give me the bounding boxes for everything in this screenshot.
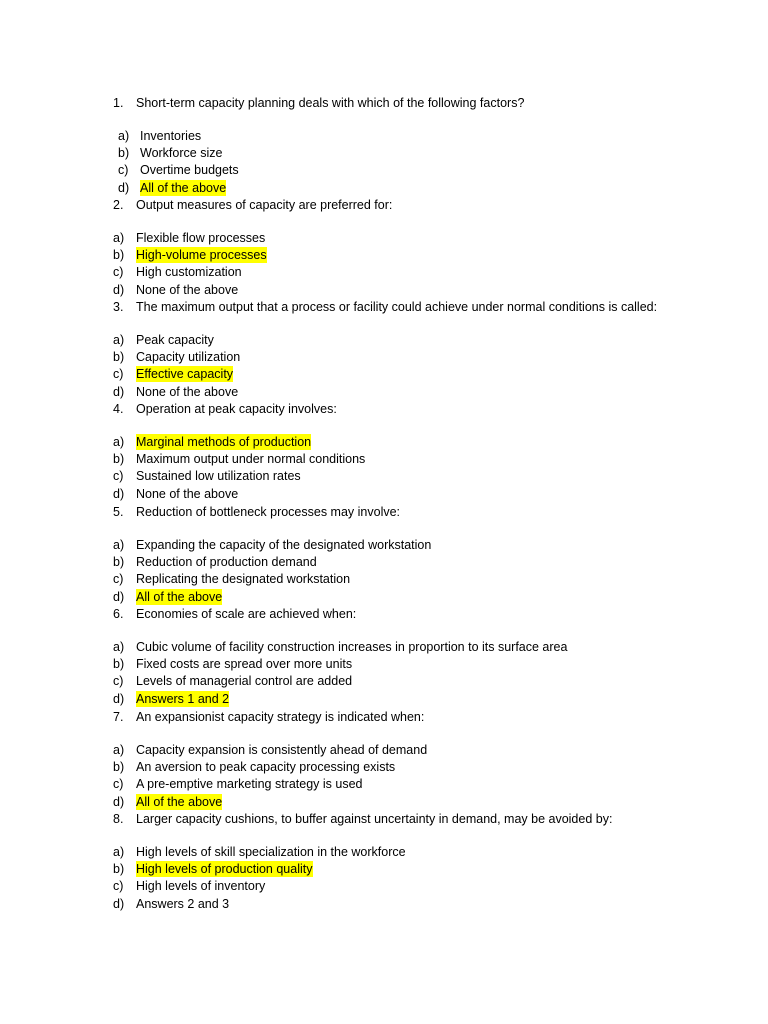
question-6-label: 6. xyxy=(113,607,124,621)
question-7-text: An expansionist capacity strategy is indicated when: xyxy=(136,710,425,724)
question-4-option-c-label: c) xyxy=(113,469,124,484)
question-4-option-b-text: Maximum output under normal conditions xyxy=(136,452,366,467)
question-5-option-a-label: a) xyxy=(113,538,125,552)
question-2-label: 2. xyxy=(113,198,124,212)
question-5-option-c-label: c) xyxy=(113,572,124,587)
question-6-option-a-label: a) xyxy=(113,640,125,654)
question-5-option-d-text: All of the above xyxy=(136,589,223,604)
question-5-option-d-label: d) xyxy=(113,589,125,604)
question-2-text: Output measures of capacity are preferred for: xyxy=(136,198,393,212)
question-2-option-b-label: b) xyxy=(113,248,125,263)
question-8-option-d-label: d) xyxy=(113,896,125,911)
question-4-option-b-label: b) xyxy=(113,452,125,467)
question-2-option-a-label: a) xyxy=(113,231,125,245)
question-7-option-b-text: An aversion to peak capacity processing exists xyxy=(136,760,396,775)
question-6-option-c-text: Levels of managerial control are added xyxy=(136,674,353,689)
question-3-option-b-text: Capacity utilization xyxy=(136,350,241,365)
question-8-text: Larger capacity cushions, to buffer against uncertainty in demand, may be avoided by: xyxy=(136,812,613,826)
question-6-option-d-text: Answers 1 and 2 xyxy=(136,691,230,706)
question-8-option-a-text: High levels of skill specialization in the workforce xyxy=(136,845,406,859)
question-8-option-c-label: c) xyxy=(113,879,124,894)
question-7-option-d-label: d) xyxy=(113,794,125,809)
question-6-option-a-text: Cubic volume of facility construction increases in proportion to its surface area xyxy=(136,640,568,654)
question-3-label: 3. xyxy=(113,300,124,314)
question-3-option-d-label: d) xyxy=(113,384,125,399)
question-1-label: 1. xyxy=(113,96,124,110)
question-3-text: The maximum output that a process or facility could achieve under normal conditions is called: xyxy=(136,300,658,314)
question-1-option-a-text: Inventories xyxy=(140,129,202,143)
question-5-option-b-text: Reduction of production demand xyxy=(136,555,317,570)
question-1-option-a-label: a) xyxy=(118,129,130,143)
question-2-option-d-label: d) xyxy=(113,282,125,297)
question-2-option-c-text: High customization xyxy=(136,265,242,280)
question-5-option-c-text: Replicating the designated workstation xyxy=(136,572,351,587)
question-4-option-a-label: a) xyxy=(113,435,125,449)
question-2-option-a-text: Flexible flow processes xyxy=(136,231,266,245)
question-4-label: 4. xyxy=(113,402,124,416)
question-6-text: Economies of scale are achieved when: xyxy=(136,607,357,621)
question-5-option-a-text: Expanding the capacity of the designated workstation xyxy=(136,538,432,552)
question-1-option-d-label: d) xyxy=(118,180,130,195)
question-2-option-d-text: None of the above xyxy=(136,282,239,297)
question-5-label: 5. xyxy=(113,505,124,519)
question-8-option-b-label: b) xyxy=(113,862,125,877)
question-6-option-c-label: c) xyxy=(113,674,124,689)
question-2-option-c-label: c) xyxy=(113,265,124,280)
question-4-option-a-text: Marginal methods of production xyxy=(136,435,312,449)
question-4-text: Operation at peak capacity involves: xyxy=(136,402,337,416)
question-3-option-a-text: Peak capacity xyxy=(136,333,214,347)
question-5-option-b-label: b) xyxy=(113,555,125,570)
question-4-option-c-text: Sustained low utilization rates xyxy=(136,469,301,484)
question-8-option-d-text: Answers 2 and 3 xyxy=(136,896,230,911)
question-8-option-a-label: a) xyxy=(113,845,125,859)
question-7-option-c-label: c) xyxy=(113,777,124,792)
question-7-option-a-label: a) xyxy=(113,743,125,757)
question-7-option-a-text: Capacity expansion is consistently ahead of demand xyxy=(136,743,428,757)
question-7-option-d-text: All of the above xyxy=(136,794,223,809)
question-3-option-d-text: None of the above xyxy=(136,384,239,399)
question-3-option-c-label: c) xyxy=(113,367,124,382)
question-7-option-c-text: A pre-emptive marketing strategy is used xyxy=(136,777,363,792)
question-8-option-b-text: High levels of production quality xyxy=(136,862,313,877)
question-6-option-b-label: b) xyxy=(113,657,125,672)
question-3-option-c-text: Effective capacity xyxy=(136,367,234,382)
question-2-option-b-text: High-volume processes xyxy=(136,248,267,263)
question-4-option-d-text: None of the above xyxy=(136,486,239,501)
question-7-label: 7. xyxy=(113,710,124,724)
question-3-option-a-label: a) xyxy=(113,333,125,347)
question-8-label: 8. xyxy=(113,812,124,826)
question-8-option-c-text: High levels of inventory xyxy=(136,879,266,894)
question-7-option-b-label: b) xyxy=(113,760,125,775)
question-5-text: Reduction of bottleneck processes may involve: xyxy=(136,505,401,519)
question-6-option-d-label: d) xyxy=(113,691,125,706)
question-1-option-b-text: Workforce size xyxy=(140,146,223,161)
question-4-option-d-label: d) xyxy=(113,486,125,501)
question-1-option-b-label: b) xyxy=(118,146,130,161)
question-1-option-c-label: c) xyxy=(118,163,129,178)
question-1-text: Short-term capacity planning deals with which of the following factors? xyxy=(136,96,525,110)
question-1-option-c-text: Overtime budgets xyxy=(140,163,239,178)
question-1-option-d-text: All of the above xyxy=(140,180,227,195)
question-6-option-b-text: Fixed costs are spread over more units xyxy=(136,657,353,672)
question-3-option-b-label: b) xyxy=(113,350,125,365)
